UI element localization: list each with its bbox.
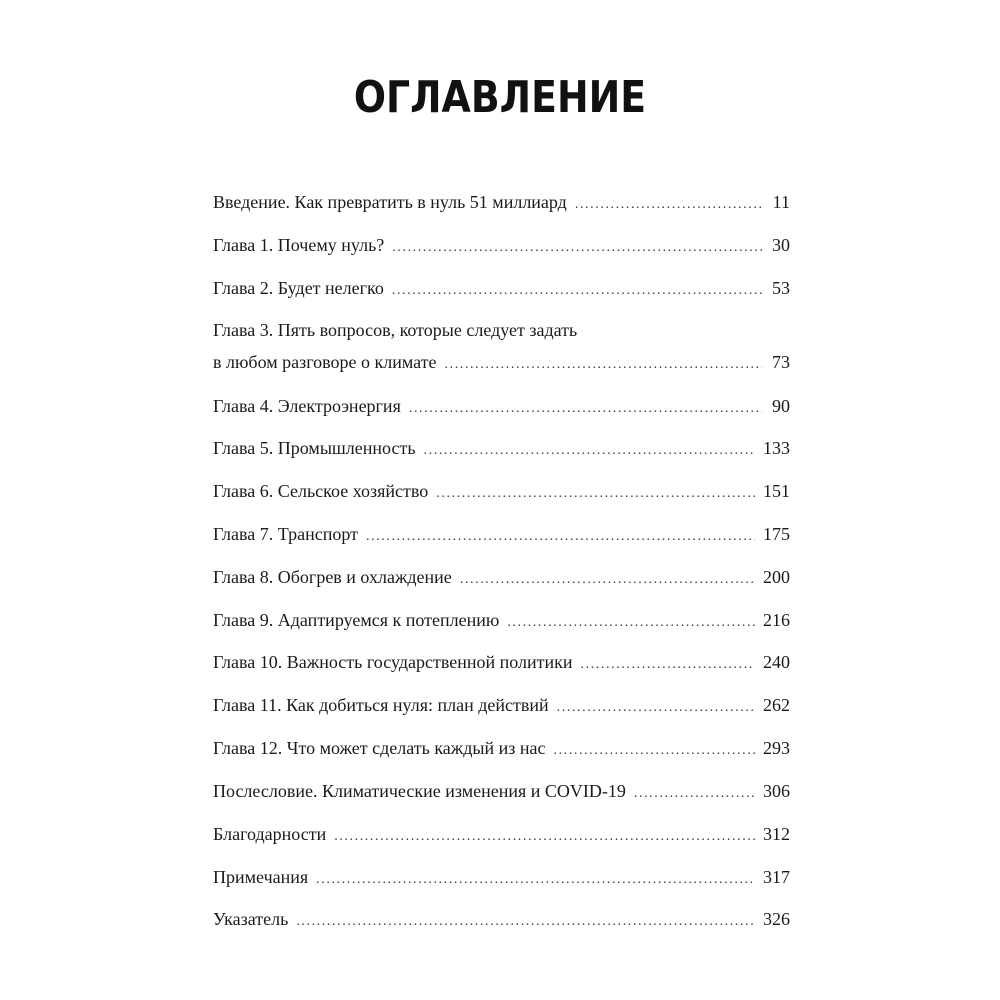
- toc-line: [213, 188, 790, 216]
- toc-entry-title: в любом разговоре о климате: [213, 352, 437, 372]
- toc-entry-title: Глава 6. Сельское хозяйство: [213, 481, 429, 501]
- toc-line: [213, 274, 790, 302]
- toc-entry-title: Глава 10. Важность государственной политики: [213, 652, 573, 672]
- toc-entry-title: Глава 1. Почему нуль?: [213, 235, 385, 255]
- toc-line: [213, 563, 790, 591]
- dot-leader: [296, 908, 755, 936]
- toc-entry-page: 200: [763, 567, 790, 587]
- toc-entry-page: 216: [763, 610, 790, 630]
- toc-entry-page: 175: [763, 524, 790, 544]
- toc-entry[interactable]: [213, 392, 790, 420]
- toc-line: [213, 392, 790, 420]
- toc-entry-title: Глава 9. Адаптируемся к потеплению: [213, 610, 500, 630]
- toc-entry-title: Глава 5. Промышленность: [213, 438, 416, 458]
- dot-leader: [316, 866, 755, 894]
- toc-line: [213, 231, 790, 259]
- toc-entry-page: 53: [772, 278, 790, 298]
- toc-line: [213, 348, 790, 376]
- toc-entry[interactable]: [213, 520, 790, 548]
- toc-line: [213, 905, 790, 933]
- page-title: ОГЛАВЛЕНИЕ: [353, 72, 647, 123]
- toc-line: [213, 863, 790, 891]
- dot-leader: [581, 651, 755, 679]
- toc-entry[interactable]: [213, 734, 790, 762]
- toc-line: [213, 820, 790, 848]
- toc-entry[interactable]: [213, 648, 790, 676]
- toc-line: [213, 734, 790, 762]
- toc-line: [213, 606, 790, 634]
- toc-entry-page: 90: [772, 396, 790, 416]
- toc-entry[interactable]: [213, 563, 790, 591]
- toc-entry[interactable]: [213, 434, 790, 462]
- toc-line: [213, 777, 790, 805]
- toc-entry-page: 11: [772, 192, 790, 212]
- toc-entry-page: 133: [763, 438, 790, 458]
- toc-entry[interactable]: [213, 691, 790, 719]
- toc-entry[interactable]: [213, 274, 790, 302]
- toc-entry-page: 262: [763, 695, 790, 715]
- dot-leader: [366, 523, 755, 551]
- toc-entry[interactable]: [213, 905, 790, 933]
- dot-leader: [334, 823, 755, 851]
- toc-entry-page: 151: [763, 481, 790, 501]
- dot-leader: [460, 566, 755, 594]
- toc-entry-title: Указатель: [213, 909, 289, 929]
- toc-entry[interactable]: [213, 316, 790, 376]
- dot-leader: [557, 694, 755, 722]
- toc-entry-title: Послесловие. Климатические изменения и COVID-19: [213, 781, 626, 801]
- toc-entry-page: 240: [763, 652, 790, 672]
- toc-entry[interactable]: [213, 863, 790, 891]
- toc-entry-page: 326: [763, 909, 790, 929]
- toc-entry-page: 293: [763, 738, 790, 758]
- toc-entry-page: 317: [763, 867, 790, 887]
- dot-leader: [507, 609, 755, 637]
- toc-entry-page: 306: [763, 781, 790, 801]
- toc-line: [213, 691, 790, 719]
- toc-entry[interactable]: [213, 606, 790, 634]
- toc-entry-title: Введение. Как превратить в нуль 51 миллиард: [213, 192, 567, 212]
- dot-leader: [409, 395, 762, 423]
- table-of-contents: [213, 0, 790, 1000]
- toc-entry-page: 73: [772, 352, 790, 372]
- toc-line: [213, 477, 790, 505]
- dot-leader: [445, 351, 762, 379]
- toc-entry-title-first-line: Глава 3. Пять вопросов, которые следует задать: [213, 320, 578, 340]
- toc-entry-title: Глава 7. Транспорт: [213, 524, 358, 544]
- toc-entry[interactable]: [213, 477, 790, 505]
- toc-entry[interactable]: [213, 188, 790, 216]
- dot-leader: [392, 277, 762, 305]
- dot-leader: [634, 780, 755, 808]
- toc-entry-title: Глава 8. Обогрев и охлаждение: [213, 567, 452, 587]
- dot-leader: [575, 191, 762, 219]
- toc-entry-title: Глава 11. Как добиться нуля: план действий: [213, 695, 549, 715]
- toc-entry-page: 30: [772, 235, 790, 255]
- toc-line: [213, 520, 790, 548]
- dot-leader: [436, 480, 755, 508]
- dot-leader: [553, 737, 755, 765]
- toc-entry[interactable]: [213, 777, 790, 805]
- dot-leader: [392, 234, 762, 262]
- toc-entry-title: Глава 2. Будет нелегко: [213, 278, 384, 298]
- toc-entry-title: Глава 12. Что может сделать каждый из нас: [213, 738, 546, 758]
- toc-entry[interactable]: [213, 231, 790, 259]
- toc-entry-page: 312: [763, 824, 790, 844]
- dot-leader: [424, 437, 755, 465]
- toc-line: [213, 434, 790, 462]
- toc-entry-title: Благодарности: [213, 824, 327, 844]
- toc-entry[interactable]: [213, 820, 790, 848]
- toc-entry-title: Глава 4. Электроэнергия: [213, 396, 401, 416]
- toc-line: [213, 648, 790, 676]
- toc-entry-title: Примечания: [213, 867, 309, 887]
